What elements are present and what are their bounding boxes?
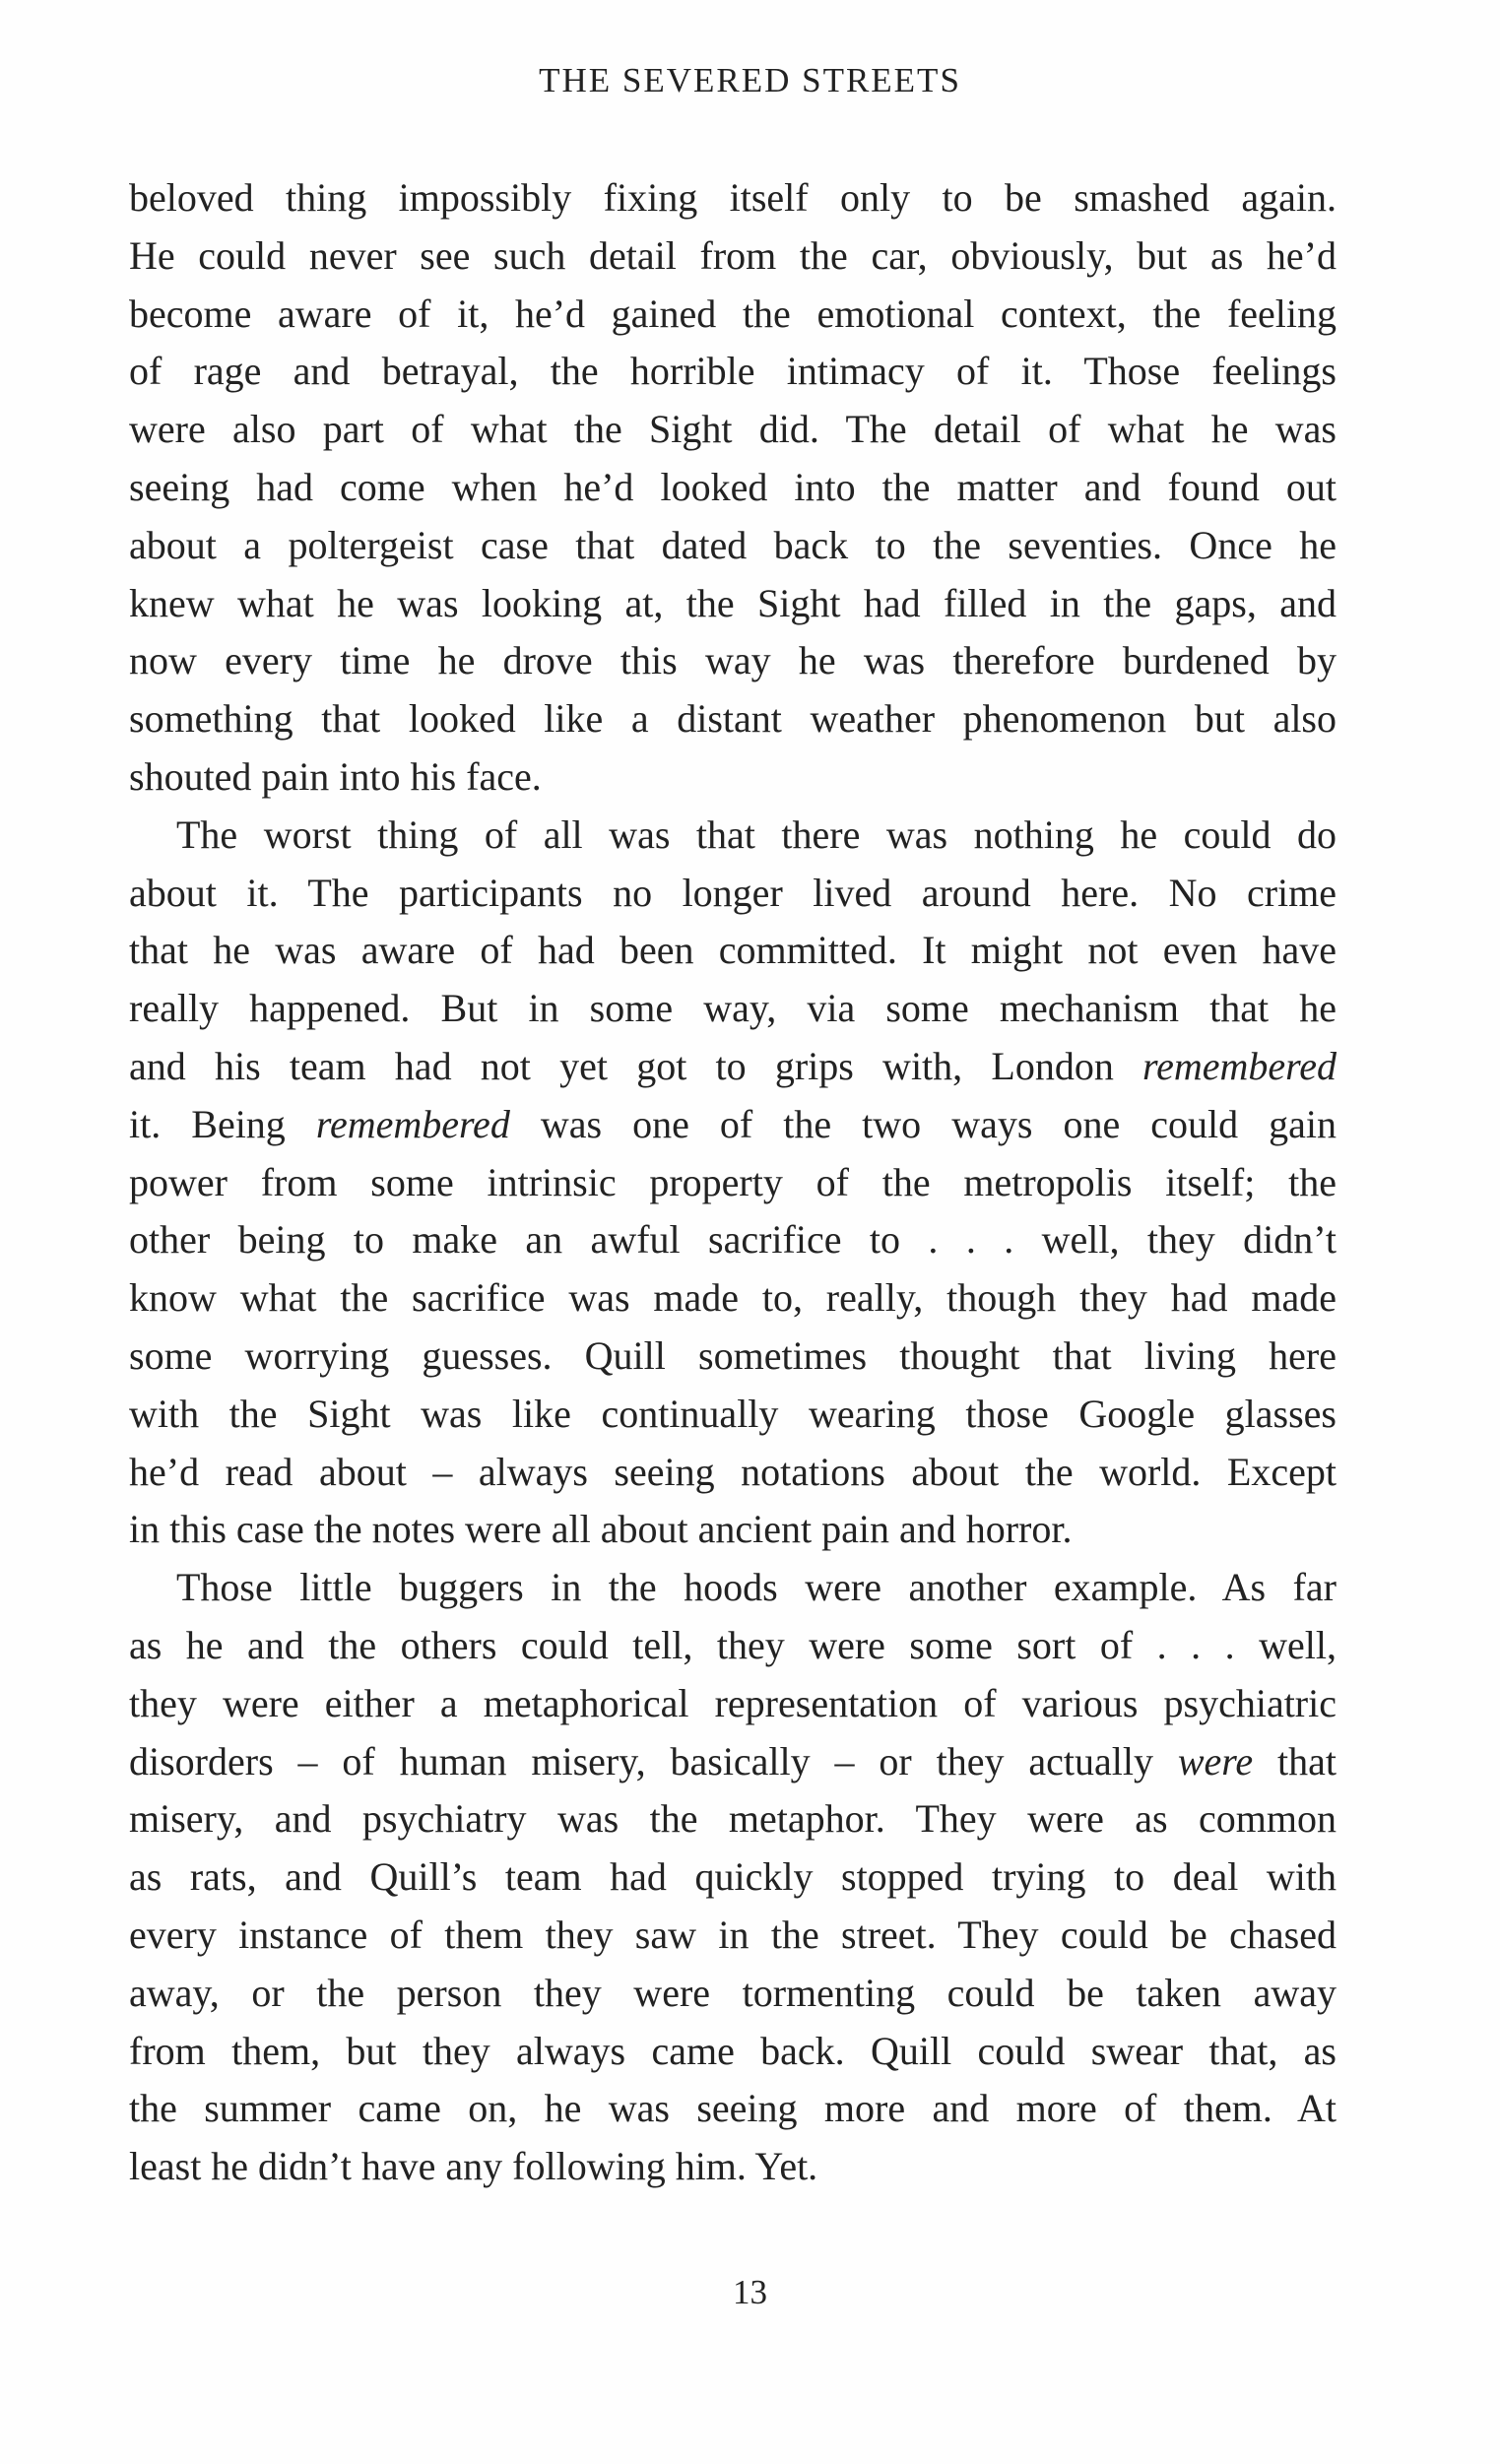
text-line: as he and the others could tell, they were some sort of . . . well, [129, 1622, 1337, 1667]
paragraph-3 [129, 1559, 1337, 2196]
text-line: He could never see such detail from the car, obviously, but as he’d [129, 232, 1337, 278]
text-line: really happened. But in some way, via some mechanism that he [129, 986, 1337, 1031]
emphasis: remembered [315, 1101, 510, 1146]
text-line: become aware of it, he’d gained the emotional context, the feeling [129, 291, 1337, 336]
text-line: shouted pain into his face. [129, 753, 542, 799]
text-line [129, 1733, 1337, 1791]
text-line: as rats, and Quill’s team had quickly stopped trying to deal with [129, 1854, 1337, 1900]
text-line: power from some intrinsic property of the metropolis itself; the [129, 1159, 1337, 1204]
text-line: beloved thing impossibly fixing itself only to be smashed again. [129, 175, 1337, 220]
text-line: seeing had come when he’d looked into the matter and found out [129, 464, 1337, 509]
text-segment: that [1277, 1738, 1337, 1783]
emphasis: remembered [1142, 1043, 1337, 1088]
text-line: now every time he drove this way he was therefore burdened by [129, 638, 1337, 683]
text-line: that he was aware of had been committed. It might not even have [129, 928, 1337, 973]
page-number: 13 [733, 2273, 767, 2311]
text-line: of rage and betrayal, the horrible intimacy of it. Those feelings [129, 349, 1337, 394]
text-line: in this case the notes were all about ancient pain and horror. [129, 1507, 1073, 1552]
text-line: they were either a metaphorical representation of various psychiatric [129, 1680, 1337, 1725]
text-line: away, or the person they were tormenting could be taken away [129, 1970, 1337, 2015]
text-line: about it. The participants no longer lived around here. No crime [129, 870, 1337, 915]
text-segment: was one of the two ways one could gain [540, 1101, 1337, 1146]
text-line [129, 1096, 1337, 1154]
text-line: the summer came on, he was seeing more and more of them. At [129, 2086, 1337, 2131]
text-line: were also part of what the Sight did. The detail of what he was [129, 407, 1337, 452]
text-line: know what the sacrifice was made to, really, though they had made [129, 1275, 1337, 1321]
text-line: misery, and psychiatry was the metaphor. They were as common [129, 1796, 1337, 1842]
text-line: other being to make an awful sacrifice to . . . well, they didn’t [129, 1217, 1337, 1263]
text-line: he’d read about – always seeing notations about the world. Except [129, 1449, 1337, 1494]
paragraph-2 [129, 807, 1337, 1559]
paragraph-1 [129, 169, 1337, 807]
text-line: every instance of them they saw in the street. They could be chased [129, 1912, 1337, 1957]
text-line: with the Sight was like continually wearing those Google glasses [129, 1391, 1337, 1436]
text-line: knew what he was looking at, the Sight had filled in the gaps, and [129, 580, 1337, 625]
text-line: Those little buggers in the hoods were another example. As far [176, 1565, 1337, 1610]
text-segment: and his team had not yet got to grips with, London [129, 1043, 1114, 1088]
text-segment: disorders – of human misery, basically – or they actually [129, 1738, 1153, 1783]
text-line: some worrying guesses. Quill sometimes thought that living here [129, 1332, 1337, 1378]
running-title: THE SEVERED STREETS [539, 61, 961, 99]
text-line: from them, but they always came back. Quill could swear that, as [129, 2028, 1337, 2073]
body-text [129, 169, 1337, 2196]
text-line: about a poltergeist case that dated back to the seventies. Once he [129, 522, 1337, 567]
text-line: The worst thing of all was that there was nothing he could do [176, 811, 1337, 857]
text-line: least he didn’t have any following him. Yet. [129, 2144, 818, 2189]
emphasis: were [1177, 1738, 1254, 1783]
text-segment: it. Being [129, 1101, 286, 1146]
text-line: something that looked like a distant weather phenomenon but also [129, 696, 1337, 742]
text-line [129, 1038, 1337, 1096]
